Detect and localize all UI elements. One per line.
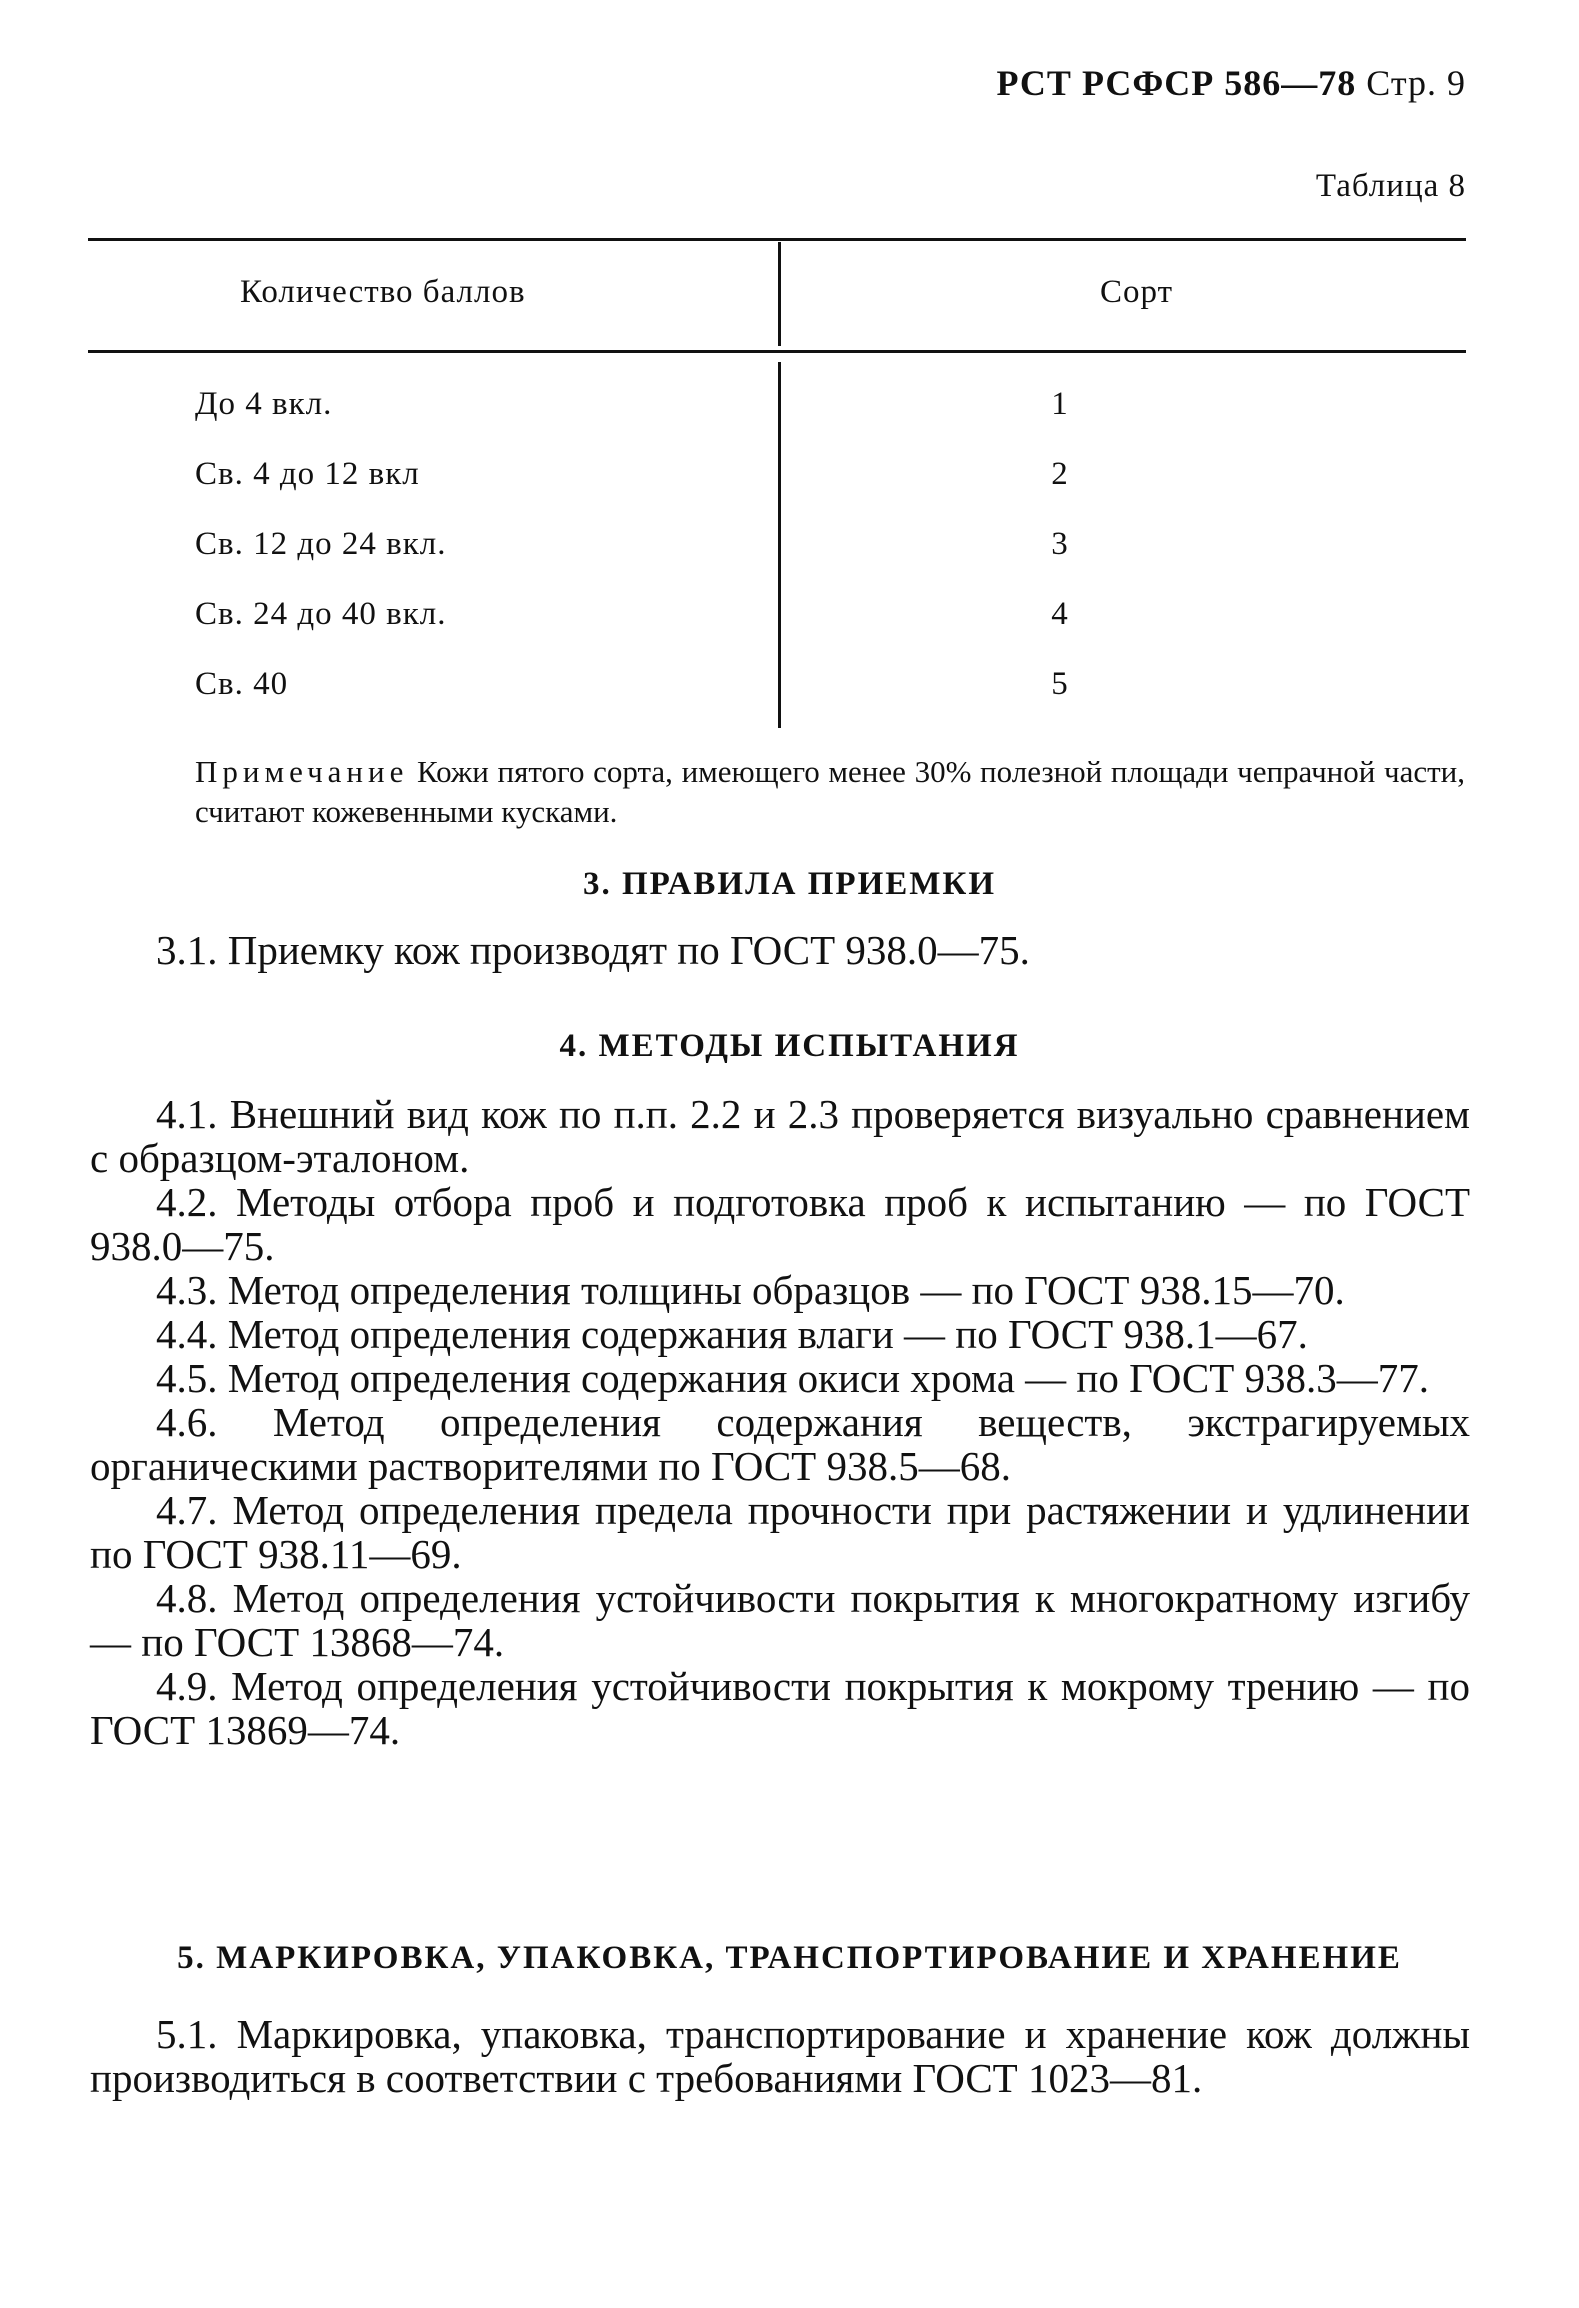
- table-caption: Таблица 8: [1315, 168, 1466, 204]
- paragraph: 4.9. Метод определения устойчивости покрытия к мокрому трению — по ГОСТ 13869—74.: [90, 1663, 1470, 1753]
- row-grade: 2: [1051, 456, 1069, 492]
- row-points: Св. 24 до 40 вкл.: [195, 596, 447, 632]
- row-grade: 5: [1051, 666, 1069, 702]
- paragraph: 3.1. Приемку кож производят по ГОСТ 938.0—75.: [156, 927, 1030, 973]
- section-4-body: [90, 1092, 1470, 1752]
- section-3-heading: 3. ПРАВИЛА ПРИЕМКИ: [582, 866, 997, 902]
- paragraph: 4.1. Внешний вид кож по п.п. 2.2 и 2.3 проверяется визуально сравнением с образцом-эталоном.: [90, 1091, 1470, 1181]
- note-text: Кожи пятого сорта, имеющего менее 30% полезной площади чепрачной части, считают кожевенными кусками.: [195, 754, 1465, 829]
- row-grade: 3: [1051, 526, 1069, 562]
- table-header-divider: [778, 242, 781, 346]
- paragraph: 4.2. Методы отбора проб и подготовка проб к испытанию — по ГОСТ 938.0—75.: [90, 1179, 1470, 1269]
- table-header-grade: Сорт: [1100, 274, 1173, 310]
- paragraph: 4.3. Метод определения толщины образцов — по ГОСТ 938.15—70.: [156, 1267, 1345, 1313]
- table-top-rule: [88, 238, 1466, 241]
- table-row: [0, 596, 1579, 656]
- page-number: Стр. 9: [1366, 63, 1466, 103]
- row-grade: 4: [1051, 596, 1069, 632]
- section-4-heading: 4. МЕТОДЫ ИСПЫТАНИЯ: [559, 1028, 1020, 1064]
- row-points: До 4 вкл.: [195, 386, 333, 422]
- table-note: [195, 752, 1465, 832]
- row-points: Св. 40: [195, 666, 289, 702]
- note-label: Примечание: [195, 754, 409, 789]
- standard-number: РСТ РСФСР 586—78: [996, 63, 1357, 103]
- paragraph: 4.4. Метод определения содержания влаги — по ГОСТ 938.1—67.: [156, 1311, 1308, 1357]
- table-row: [0, 386, 1579, 446]
- row-grade: 1: [1051, 386, 1069, 422]
- section-3-body: [90, 928, 1470, 972]
- section-5-body: [90, 2012, 1470, 2100]
- table-row: [0, 456, 1579, 516]
- row-points: Св. 12 до 24 вкл.: [195, 526, 447, 562]
- table-header-rule: [88, 350, 1466, 353]
- paragraph: 5.1. Маркировка, упаковка, транспортирование и хранение кож должны производиться в соответствии с требованиями ГОСТ 1023—81.: [90, 2011, 1470, 2101]
- section-5-heading: 5. МАРКИРОВКА, УПАКОВКА, ТРАНСПОРТИРОВАНИЕ И ХРАНЕНИЕ: [177, 1940, 1402, 1976]
- paragraph: 4.7. Метод определения предела прочности при растяжении и удлинении по ГОСТ 938.11—69.: [90, 1487, 1470, 1577]
- paragraph: 4.8. Метод определения устойчивости покрытия к многократному изгибу — по ГОСТ 13868—74.: [90, 1575, 1470, 1665]
- paragraph: 4.5. Метод определения содержания окиси хрома — по ГОСТ 938.3—77.: [156, 1355, 1430, 1401]
- paragraph: 4.6. Метод определения содержания веществ, экстрагируемых органическими растворителями по ГОСТ 938.5—68.: [90, 1399, 1470, 1489]
- table-row: [0, 666, 1579, 726]
- row-points: Св. 4 до 12 вкл: [195, 456, 420, 492]
- table-header-points: Количество баллов: [240, 274, 526, 310]
- table-row: [0, 526, 1579, 586]
- page-header: [997, 62, 1467, 104]
